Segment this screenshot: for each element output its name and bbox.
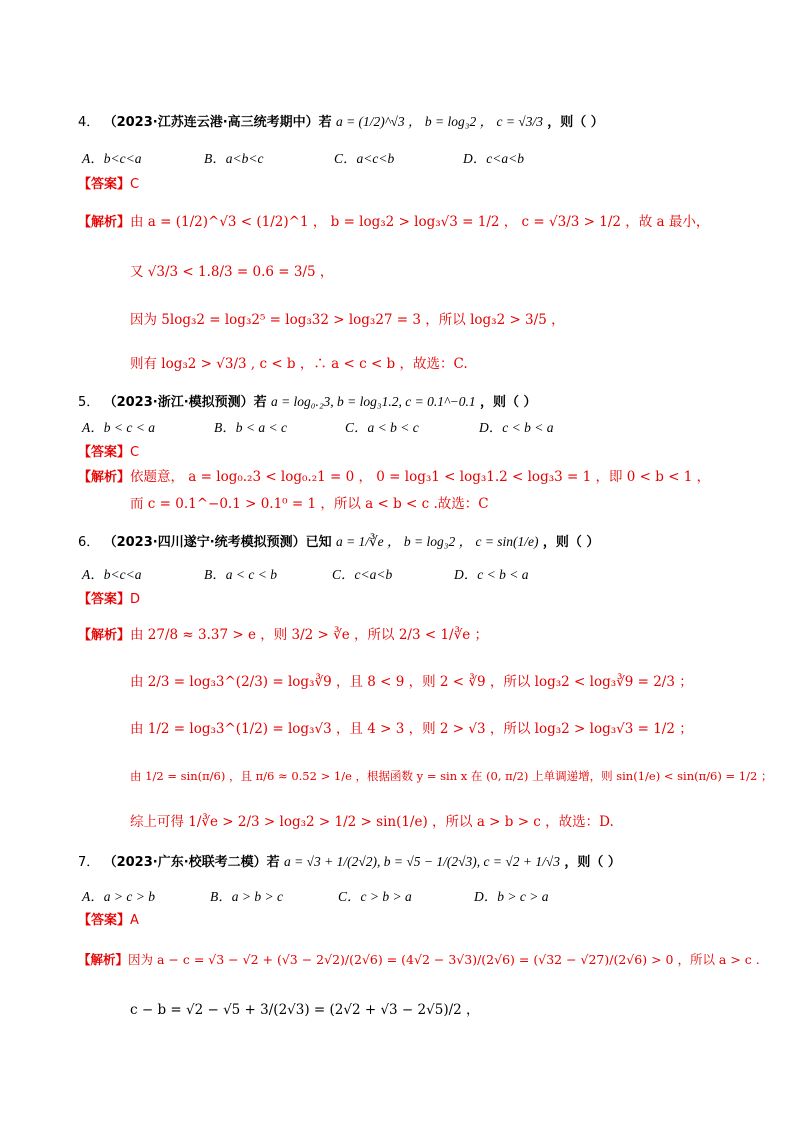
question-source: （2023·江苏连云港·高三统考期中）若 xyxy=(103,115,332,130)
option-d: D．b > c > a xyxy=(474,889,549,904)
question-math: a = log₀.₂3, b = log₃1.2, c = 0.1^−0.1 xyxy=(270,394,476,409)
option-b: B．a < c < b xyxy=(204,567,277,582)
solution-6-line-5: 综上可得 1/∛e > 2/3 > log₃2 > 1/2 > sin(1/e) ，所以 a > b > c ，故选：D. xyxy=(130,814,614,830)
option-b: B．a > b > c xyxy=(210,889,283,904)
option-c: C．a < b < c xyxy=(345,420,419,435)
answer-4 xyxy=(78,174,139,195)
solution-7-line-2: c − b = √2 − √5 + 3/(2√3) = (2√2 + √3 − 2√5)/2 ， xyxy=(130,1002,480,1018)
question-source: （2023·浙江·模拟预测）若 xyxy=(103,395,267,410)
option-d: D．c < b < a xyxy=(479,420,554,435)
question-number: 6． xyxy=(78,535,100,550)
question-math: a = (1/2)^√3 ， b = log₃2 ， c = √3/3 xyxy=(335,114,543,129)
option-c: C．c<a<b xyxy=(332,567,393,582)
solution-5-line-2: 而 c = 0.1^−0.1 > 0.1⁰ = 1 ，所以 a < b < c .故选：C xyxy=(130,496,489,512)
answer-value: D xyxy=(130,592,141,607)
question-6 xyxy=(78,532,599,553)
question-number: 7． xyxy=(78,855,100,870)
question-number: 5． xyxy=(78,395,100,410)
answer-value: C xyxy=(130,177,140,192)
question-4 xyxy=(78,112,604,133)
option-b: B．a<b<c xyxy=(204,151,264,166)
question-tail: ，则（ ） xyxy=(564,855,621,870)
solution-4-line-1: 【解析】由 a = (1/2)^√3 < (1/2)^1 ， b = log₃2 > log₃√3 = 1/2 ， c = √3/3 > 1/2 ，故 a 最小， xyxy=(78,214,710,230)
question-number: 4． xyxy=(78,115,100,130)
option-a: A．b<c<a xyxy=(82,151,142,166)
answer-value: C xyxy=(130,445,140,460)
question-tail: ，则（ ） xyxy=(542,535,600,550)
solution-6-line-4: 由 1/2 = sin(π/6) ，且 π/6 ≈ 0.52 > 1/e ，根据函数 y = sin x 在 (0, π/2) 上单调递增，则 sin(1/e) < sin(π/6) = 1/2 ； xyxy=(130,769,773,783)
option-d: D．c < b < a xyxy=(454,567,529,582)
option-a: A．b < c < a xyxy=(82,420,155,435)
option-b: B．b < a < c xyxy=(214,420,287,435)
solution-6-line-1: 【解析】由 27/8 ≈ 3.37 > e ，则 3/2 > ∛e ，所以 2/3 < 1/∛e ； xyxy=(78,627,488,643)
question-source: （2023·广东·校联考二模）若 xyxy=(103,855,280,870)
answer-7: 【答案】A xyxy=(78,913,139,928)
option-a: A．a > c > b xyxy=(82,889,155,904)
question-7 xyxy=(78,852,621,873)
question-math: a = √3 + 1/(2√2), b = √5 − 1/(2√3), c = √2 + 1/√3 xyxy=(283,854,561,869)
option-a: A．b<c<a xyxy=(82,567,142,582)
solution-7-line-1: 【解析】因为 a − c = √3 − √2 + (√3 − 2√2)/(2√6) = (4√2 − 3√3)/(2√6) = (√32 − √27)/(2√6) > 0 ，所以 a > c . xyxy=(78,952,760,967)
solution-5-line-1: 【解析】依题意， a = log₀.₂3 < log₀.₂1 = 0 ， 0 = log₃1 < log₃1.2 < log₃3 = 1 ，即 0 < b < 1 ， xyxy=(78,469,711,485)
solution-4-line-2: 又 √3/3 < 1.8/3 = 0.6 = 3/5 ， xyxy=(130,264,334,280)
answer-6: 【答案】D xyxy=(78,592,141,607)
question-5 xyxy=(78,392,536,413)
option-c: C．c > b > a xyxy=(338,889,412,904)
answer-5: 【答案】C xyxy=(78,445,140,460)
option-d: D．c<a<b xyxy=(463,151,524,166)
solution-6-line-2: 由 2/3 = log₃3^(2/3) = log₃∛9 ，且 8 < 9 ，则 2 < ∛9 ，所以 log₃2 < log₃∛9 = 2/3 ； xyxy=(130,674,693,690)
question-math: a = 1/∛e ， b = log₃2 ， c = sin(1/e) xyxy=(335,534,539,549)
solution-tag: 【解析】 xyxy=(78,215,131,230)
answer-value: A xyxy=(130,913,139,928)
solution-6-line-3: 由 1/2 = log₃3^(1/2) = log₃√3 ，且 4 > 3 ，则 2 > √3 ，所以 log₃2 > log₃√3 = 1/2 ； xyxy=(130,721,693,737)
solution-4-line-3: 因为 5log₃2 = log₃2⁵ = log₃32 > log₃27 = 3 ，所以 log₃2 > 3/5 ， xyxy=(130,312,565,328)
solution-4-line-4: 则有 log₃2 > √3/3 , c < b ，∴ a < c < b ，故选：C. xyxy=(130,356,468,372)
question-source: （2023·四川遂宁·统考模拟预测）已知 xyxy=(103,535,332,550)
option-c: C．a<c<b xyxy=(334,151,395,166)
answer-tag: 【答案】 xyxy=(78,177,131,192)
question-tail: ，则（ ） xyxy=(479,395,537,410)
question-tail: ，则（ ） xyxy=(547,115,604,130)
